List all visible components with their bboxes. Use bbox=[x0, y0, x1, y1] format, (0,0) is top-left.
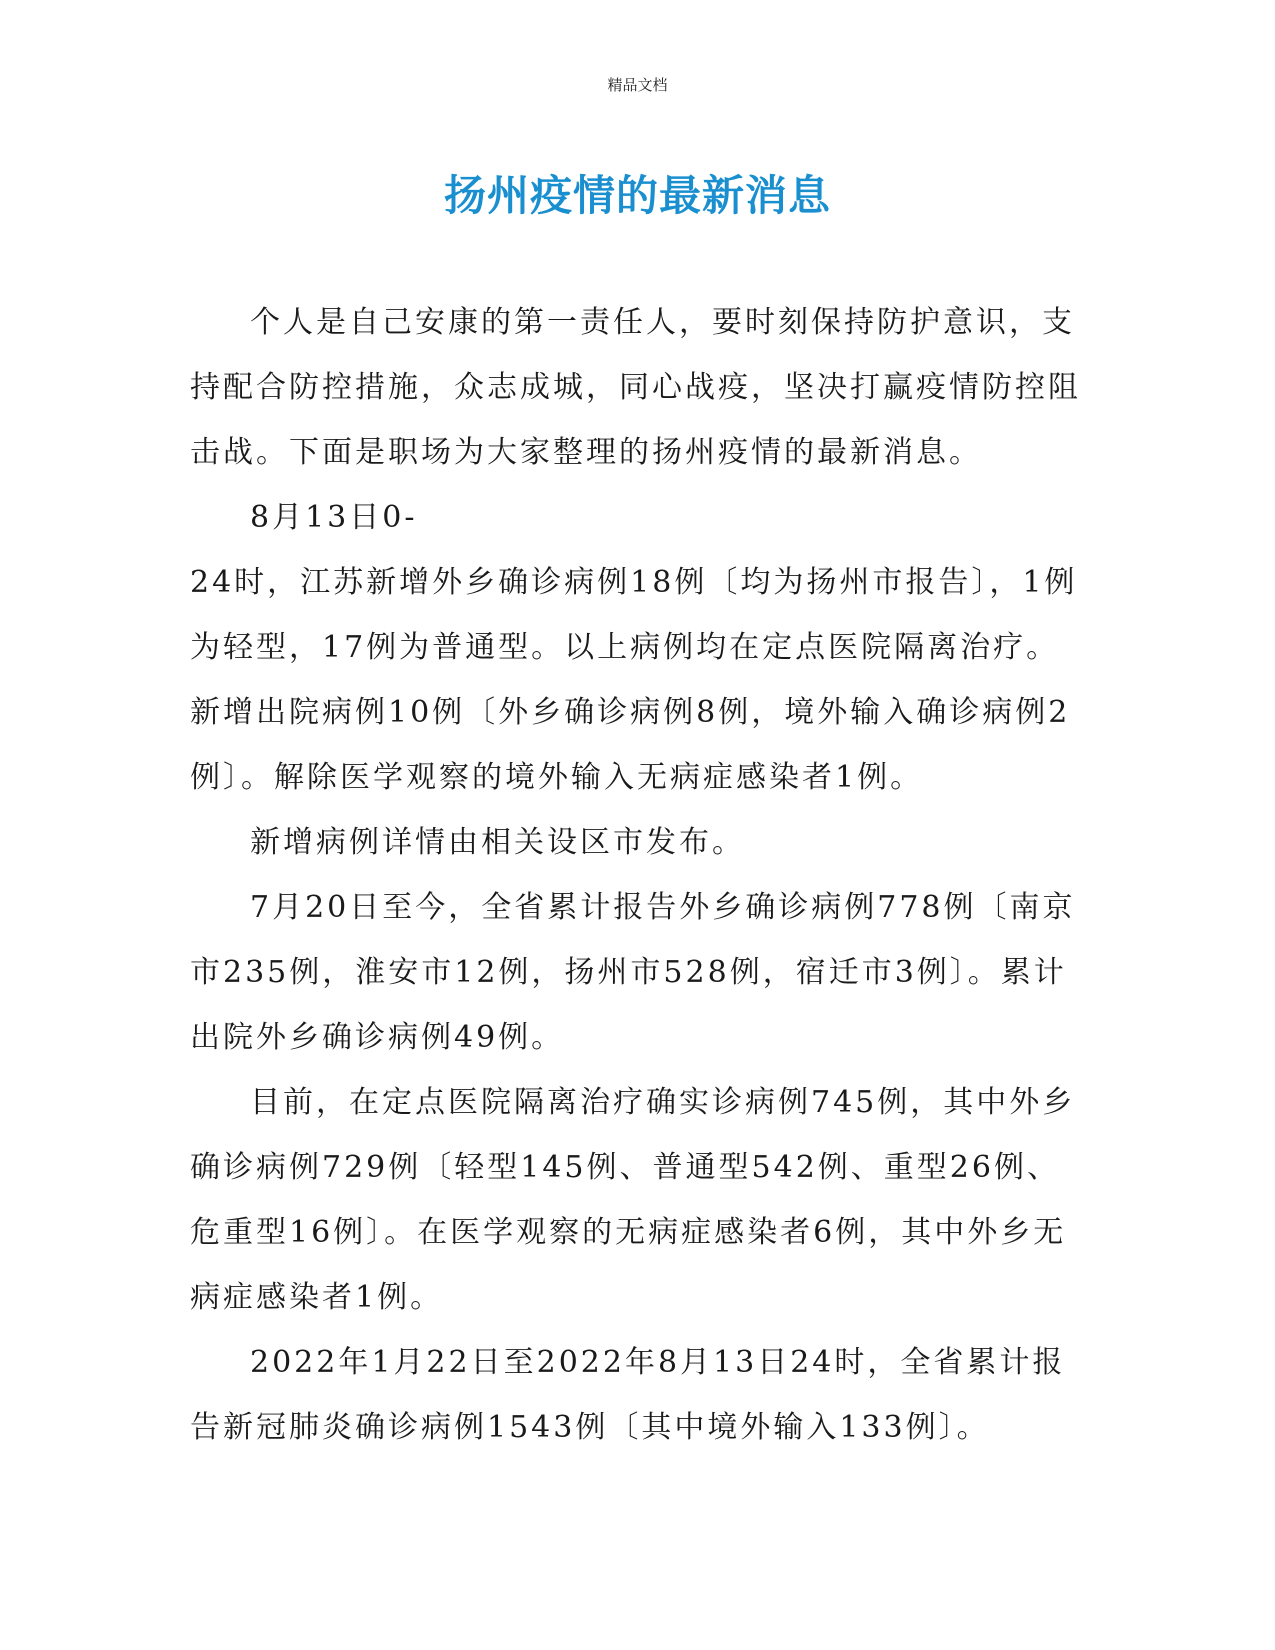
paragraph-cumulative-total: 2022年1月22日至2022年8月13日24时，全省累计报告新冠肺炎确诊病例1543例〔其中境外输入133例〕。 bbox=[190, 1345, 1066, 1445]
paragraph-details-note: 新增病例详情由相关设区市发布。 bbox=[250, 825, 745, 860]
paragraph-intro: 个人是自己安康的第一责任人，要时刻保持防护意识，支持配合防控措施，众志成城，同心战疫，坚决打赢疫情防控阻击战。下面是职场为大家整理的扬州疫情的最新消息。 bbox=[190, 305, 1081, 470]
paragraph-date: 8月13日0- bbox=[250, 500, 418, 535]
paragraph-new-cases: 24时，江苏新增外乡确诊病例18例〔均为扬州市报告〕，1例为轻型，17例为普通型。以上病例均在定点医院隔离治疗。新增出院病例10例〔外乡确诊病例8例，境外输入确诊病例2例〕。解除医学观察的境外输入无病症感染者1例。 bbox=[190, 565, 1078, 795]
paragraph-cumulative-july: 7月20日至今，全省累计报告外乡确诊病例778例〔南京市235例，淮安市12例，扬州市528例，宿迁市3例〕。累计出院外乡确诊病例49例。 bbox=[190, 890, 1076, 1055]
paragraph-current-treatment: 目前，在定点医院隔离治疗确实诊病例745例，其中外乡确诊病例729例〔轻型145例、普通型542例、重型26例、危重型16例〕。在医学观察的无病症感染者6例，其中外乡无病症感染者1例。 bbox=[190, 1085, 1076, 1315]
header-label: 精品文档 bbox=[607, 76, 668, 94]
document-title: 扬州疫情的最新消息 bbox=[443, 171, 831, 220]
document-body bbox=[190, 290, 1090, 1460]
